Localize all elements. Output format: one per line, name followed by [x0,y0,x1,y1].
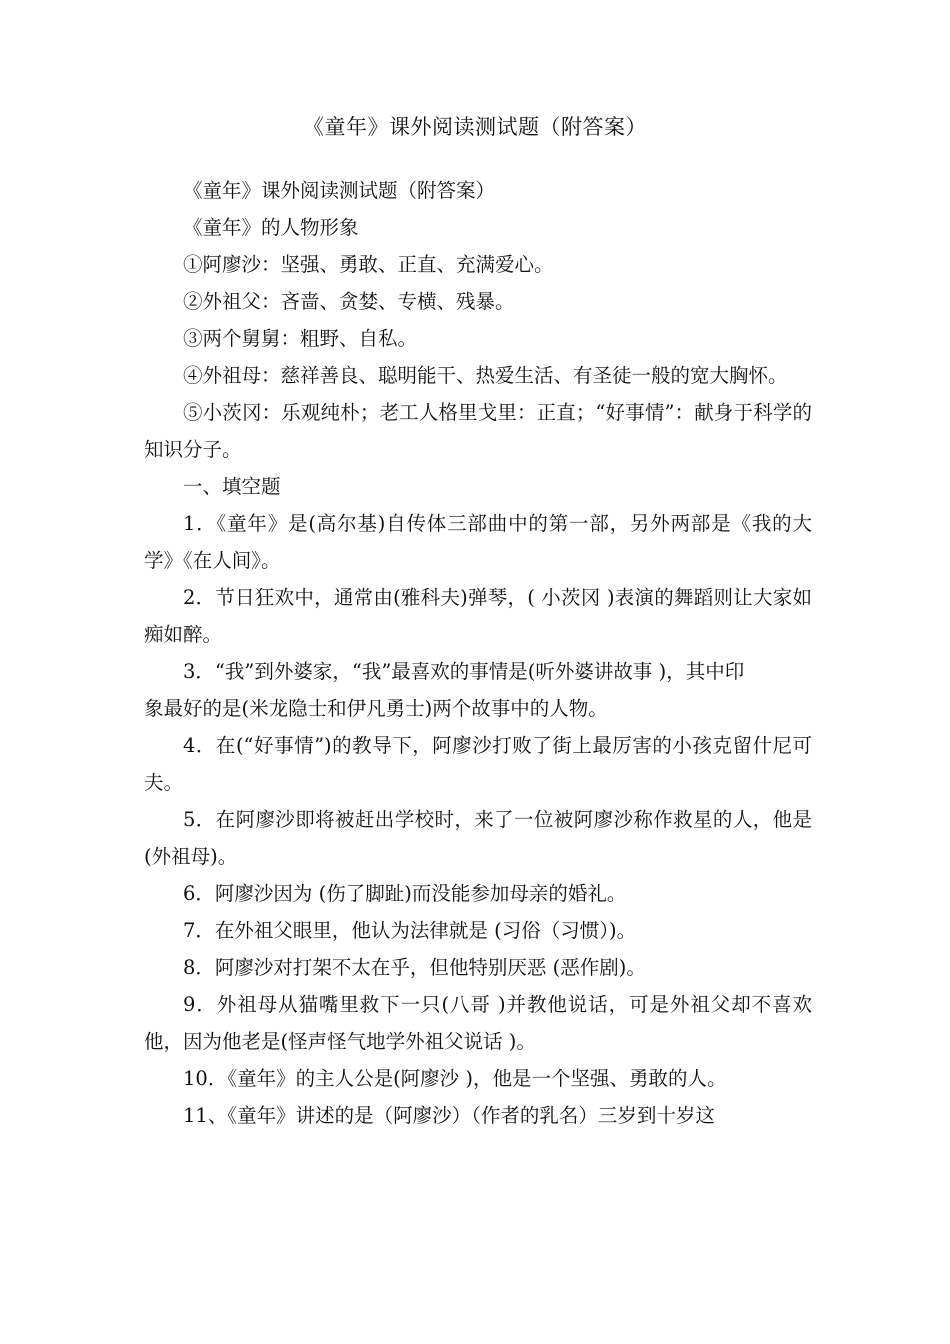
question-7: 7．在外祖父眼里，他认为法律就是 (习俗（习惯）)。 [183,919,637,942]
question-1: 1．《童年》是(高尔基)自传体三部曲中的第一部，另外两部是《我的大学》《在人间》。 [144,512,812,572]
paragraph-characters-heading: 《童年》的人物形象 [183,216,359,239]
question-3: 3．“我”到外婆家，“我”最喜欢的事情是(听外婆讲故事 )，其中印 [183,660,745,683]
question-3-continued: 象最好的是(米龙隐士和伊凡勇士)两个故事中的人物。 [144,697,608,720]
question-4: 4．在(“好事情”)的教导下，阿廖沙打败了街上最厉害的小孩克留什尼可夫。 [144,734,812,794]
paragraph-character-2: ②外祖父：吝啬、贪婪、专横、残暴。 [183,290,515,313]
paragraph-character-1: ①阿廖沙：坚强、勇敢、正直、充满爱心。 [183,253,554,276]
question-2: 2．节日狂欢中，通常由(雅科夫)弹琴，( 小茨冈 )表演的舞蹈则让大家如痴如醉。 [144,586,812,646]
document-title: 《童年》课外阅读测试题（附答案） [303,115,647,139]
question-6: 6．阿廖沙因为 (伤了脚趾)而没能参加母亲的婚礼。 [183,882,627,905]
question-5: 5．在阿廖沙即将被赶出学校时，来了一位被阿廖沙称作救星的人，他是(外祖母)。 [144,808,812,868]
paragraph-character-3: ③两个舅舅：粗野、自私。 [183,327,418,350]
section-heading-fill-in: 一、填空题 [183,475,281,498]
paragraph-character-5: ⑤小茨冈：乐观纯朴；老工人格里戈里：正直；“好事情”：献身于科学的知识分子。 [144,401,812,461]
document-body [144,172,812,1134]
question-11: 11、《童年》讲述的是（阿廖沙）（作者的乳名）三岁到十岁这 [183,1104,715,1127]
question-8: 8．阿廖沙对打架不太在乎，但他特别厌恶 (恶作剧)。 [183,956,646,979]
question-9: 9．外祖母从猫嘴里救下一只(八哥 )并教他说话，可是外祖父却不喜欢他，因为他老是(怪声怪气地学外祖父说话 )。 [144,993,812,1053]
paragraph-character-4: ④外祖母：慈祥善良、聪明能干、热爱生活、有圣徒一般的宽大胸怀。 [183,364,788,387]
question-10: 10．《童年》的主人公是(阿廖沙 )，他是一个坚强、勇敢的人。 [183,1067,727,1090]
paragraph-subtitle: 《童年》课外阅读测试题（附答案） [183,179,496,202]
